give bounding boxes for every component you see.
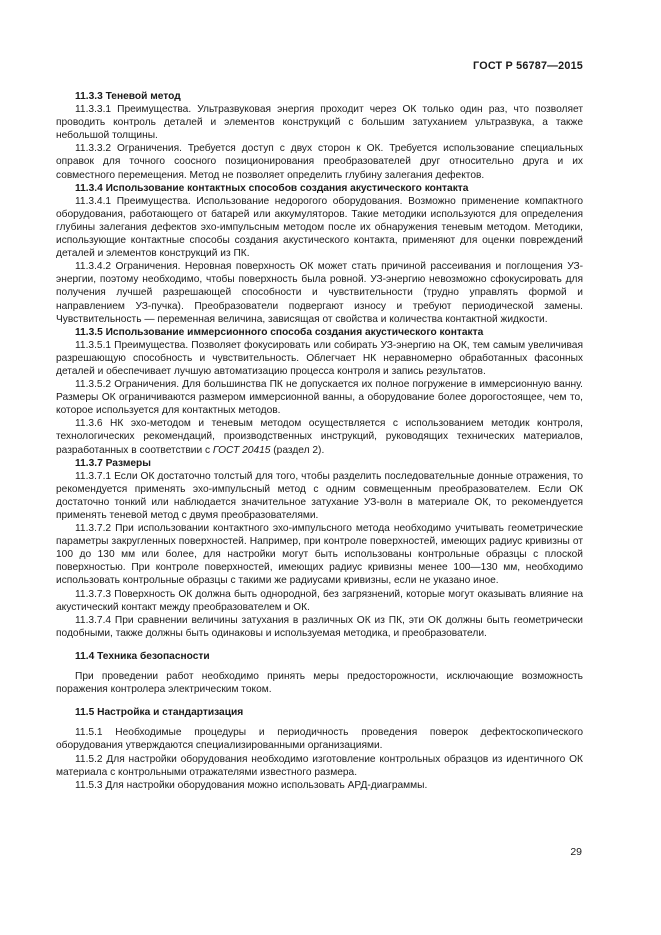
- standard-header: ГОСТ Р 56787—2015: [473, 60, 583, 72]
- document-body: [56, 90, 583, 792]
- heading-11-3-4: 11.3.4 Использование контактных способов создания акустического контакта: [75, 182, 469, 194]
- paragraph-11-3-6-text: 11.3.6 НК эхо-методом и теневым методом осуществляется с использованием методик контроля, технологических рекомендаций, производственных инструкций, руководящих технических материалов, разработанных в соответствии с: [56, 418, 583, 456]
- paragraph-11-3-3-2: 11.3.3.2 Ограничения. Требуется доступ с двух сторон к ОК. Требуется использование специальных оправок для точного соосного позиционирования преобразователей друг относительно друга и их совместного перемещения. Метод не позволяет определить глубину залегания дефектов.: [56, 143, 583, 181]
- page-number: 29: [570, 846, 582, 858]
- paragraph-11-3-4-2: 11.3.4.2 Ограничения. Неровная поверхность ОК может стать причиной рассеивания и поглощения УЗ-энергии, поэтому необходимо, чтобы поверхность была ровной. УЗ-энергию невозможно сфокусировать для получения лучшей разрешающей способности и чувствительности (трудно управлять формой и направлением УЗ-пучка). Преобразователи подвергают износу и требуют периодической замены. Чувствительность — переменная величина, зависящая от свойства и количества контактной жидкости.: [56, 261, 583, 325]
- paragraph-11-3-3-1: 11.3.3.1 Преимущества. Ультразвуковая энергия проходит через ОК только один раз, что позволяет проводить контроль деталей и элементов конструкций с большим затуханием ультразвука, а также небольшой толщины.: [56, 104, 583, 142]
- paragraph-11-3-5-2: 11.3.5.2 Ограничения. Для большинства ПК не допускается их полное погружение в иммерсионную ванну. Размеры ОК ограничиваются размером иммерсионной ванны, а оборудование более дорогостоящее, чем то, которое используется для контактных методов.: [56, 379, 583, 417]
- paragraph-11-5-3: 11.5.3 Для настройки оборудования можно использовать АРД-диаграммы.: [75, 779, 428, 791]
- paragraph-11-3-5-1: 11.3.5.1 Преимущества. Позволяет фокусировать или собирать УЗ-энергию на ОК, тем самым увеличивая разрешающую способность и чувствительность. Облегчает НК неравномерно обработанных фасонных деталей и обеспечивает лучшую автоматизацию процесса контроля и запись результатов.: [56, 339, 583, 377]
- heading-11-4: 11.4 Техника безопасности: [75, 650, 210, 662]
- paragraph-11-5-2: 11.5.2 Для настройки оборудования необходимо изготовление контрольных образцов из идентичного ОК материала с контрольными отражателями известного размера.: [56, 753, 583, 778]
- paragraph-11-3-6: [56, 417, 583, 456]
- gost-20415-reference: ГОСТ 20415: [212, 444, 271, 456]
- paragraph-11-3-7-3: 11.3.7.3 Поверхность ОК должна быть однородной, без загрязнений, которые могут оказывать влияние на акустический контакт между преобразователем и ОК.: [56, 588, 583, 613]
- paragraph-11-3-6-tail: (раздел 2).: [270, 444, 325, 456]
- heading-11-3-7: 11.3.7 Размеры: [75, 457, 151, 469]
- heading-11-5: 11.5 Настройка и стандартизация: [75, 707, 244, 719]
- heading-11-3-3: 11.3.3 Теневой метод: [75, 91, 181, 102]
- paragraph-11-4: При проведении работ необходимо принять меры предосторожности, исключающие возможность поражения контролера электрическим током.: [56, 671, 583, 696]
- paragraph-11-3-7-4: 11.3.7.4 При сравнении величины затухания в различных ОК из ПК, эти ОК должны быть геометрически подобными, также должны быть одинаковы и используемая методика, и преобразователи.: [56, 614, 583, 639]
- paragraph-11-3-7-2: 11.3.7.2 При использовании контактного эхо-импульсного метода необходимо учитывать геометрические параметры закругленных поверхностей. Например, при контроле поверхностей, имеющих радиус кривизны от 100 до 130 мм или более, для настройки могут быть использованы контрольные образцы с плоской поверхностью. При контроле поверхностей, имеющих радиус кривизны менее 100—130 мм, необходимо использовать контрольные образцы с такими же радиусами кривизны, если не указано иное.: [56, 523, 583, 587]
- paragraph-11-5-1: 11.5.1 Необходимые процедуры и периодичность проведения поверок дефектоскопического оборудования утверждаются специализированными организациями.: [56, 727, 583, 752]
- paragraph-11-3-4-1: 11.3.4.1 Преимущества. Использование недорогого оборудования. Возможно применение компактного оборудования, работающего от батарей или аккумуляторов. Такие методики используются для определения глубины залегания дефектов эхо-импульсным методом после их обнаружения теневым методом. Методики, использующие контактные способы создания акустического контакта, применяют для оценки повреждений деталей и элементов конструкций из ПК.: [56, 195, 583, 260]
- paragraph-11-3-7-1: 11.3.7.1 Если ОК достаточно толстый для того, чтобы разделить последовательные донные отражения, то рекомендуется применять эхо-импульсный метод с одним совмещенным преобразователем. Если ОК достаточно тонкий или наблюдается значительное затухание УЗ-волн в материале ОК, то рекомендуется применять теневой метод с двумя преобразователями.: [56, 470, 583, 521]
- heading-11-3-5: 11.3.5 Использование иммерсионного способа создания акустического контакта: [75, 326, 484, 338]
